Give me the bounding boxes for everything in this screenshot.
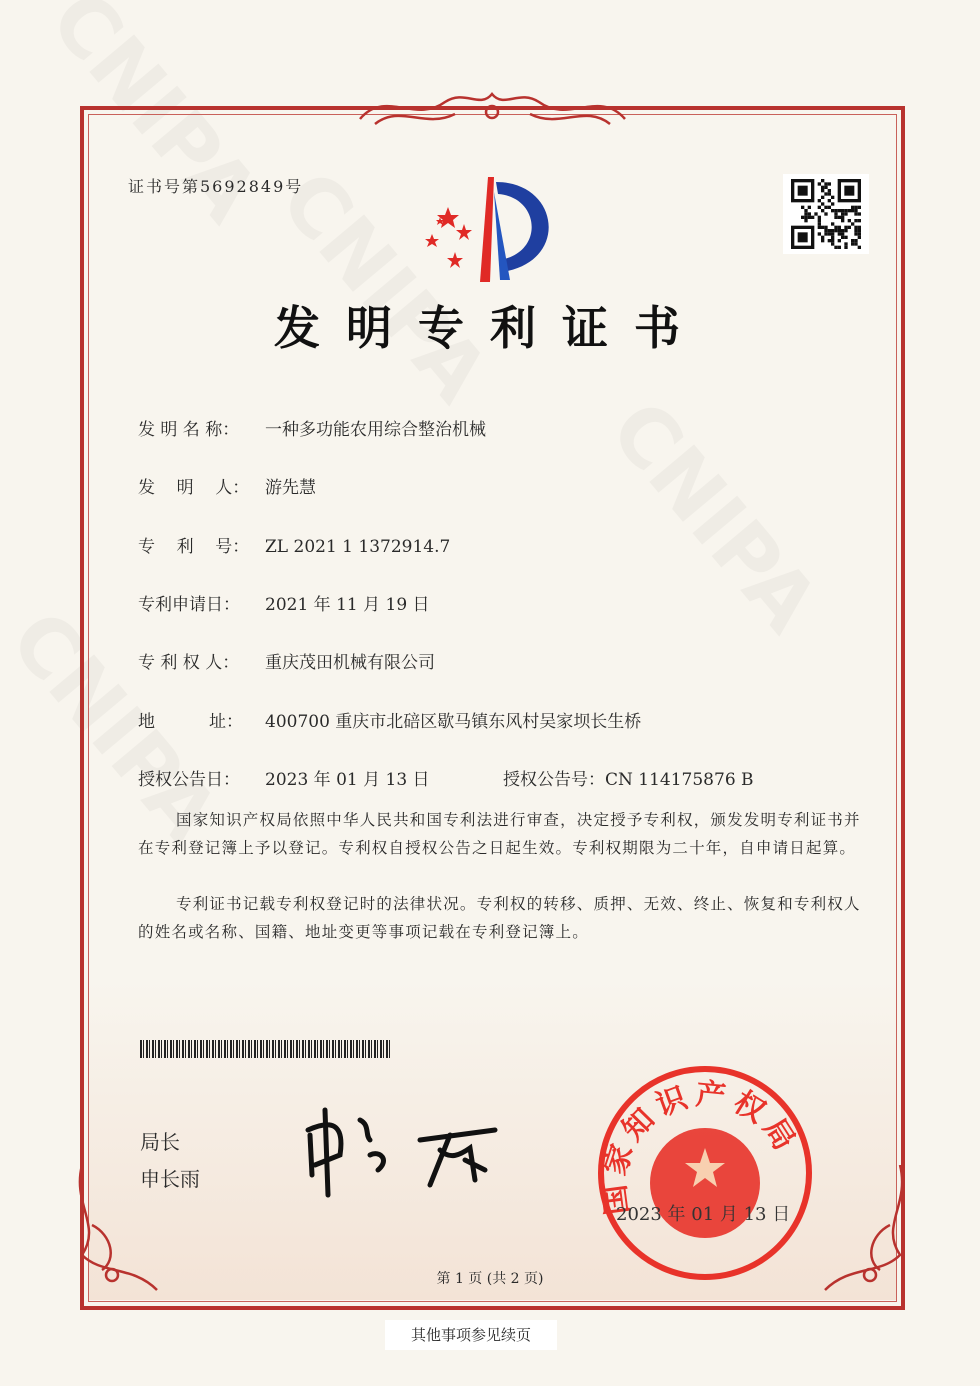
field-value: 2021 年 11 月 19 日 <box>265 594 430 615</box>
field-row <box>138 532 450 557</box>
field-label: 授权公告号： <box>503 770 605 790</box>
field-label: 地 址： <box>138 711 244 732</box>
qr-code <box>783 174 869 254</box>
cnipa-logo <box>420 172 565 287</box>
field-row <box>138 473 316 498</box>
field-label: 专利申请日： <box>138 594 240 615</box>
field-row <box>138 765 430 790</box>
signature <box>300 1100 510 1200</box>
barcode <box>140 1040 390 1058</box>
field-label: 发 明 人： <box>138 478 250 499</box>
field-row <box>138 707 641 732</box>
announcement-number <box>503 765 754 790</box>
svg-text:国家知识产权局: 国家知识产权局 <box>596 1076 805 1217</box>
field-label: 专 利 号： <box>138 536 250 557</box>
field-row <box>138 648 435 673</box>
director-name: 申长雨 <box>140 1167 200 1191</box>
continuation-note: 其他事项参见续页 <box>385 1320 557 1350</box>
field-value: CN 114175876 B <box>605 770 754 790</box>
field-row <box>138 415 486 440</box>
field-row <box>138 590 430 615</box>
seal-date: 2023 年 01 月 13 日 <box>616 1204 791 1225</box>
field-value: 2023 年 01 月 13 日 <box>265 769 430 790</box>
paragraph: 专利证书记载专利权登记时的法律状况。专利权的转移、质押、无效、终止、恢复和专利权人的姓名或名称、国籍、地址变更等事项记载在专利登记簿上。 <box>138 895 861 941</box>
field-label: 专 利 权 人： <box>138 653 240 674</box>
certificate-title: 发明专利证书 <box>274 301 706 355</box>
certificate-number: 证书号第5692849号 <box>128 177 304 196</box>
field-value: 重庆茂田机械有限公司 <box>265 653 435 674</box>
field-value: 游先慧 <box>265 478 316 499</box>
field-label: 发 明 名 称： <box>138 420 240 440</box>
paragraph: 国家知识产权局依照中华人民共和国专利法进行审查，决定授予专利权，颁发发明专利证书并在专利登记簿上予以登记。专利权自授权公告之日起生效。专利权期限为二十年，自申请日起算。 <box>138 811 861 857</box>
official-seal <box>595 1063 815 1283</box>
page-number: 第 1 页 (共 2 页) <box>436 1271 544 1287</box>
field-value: 一种多功能农用综合整治机械 <box>265 420 486 440</box>
top-ornament <box>355 84 630 130</box>
field-value: ZL 2021 1 1372914.7 <box>265 536 451 557</box>
director-title: 局长 <box>140 1130 180 1154</box>
field-value: 400700 重庆市北碚区歇马镇东风村吴家坝长生桥 <box>265 711 642 732</box>
field-label: 授权公告日： <box>138 769 240 790</box>
